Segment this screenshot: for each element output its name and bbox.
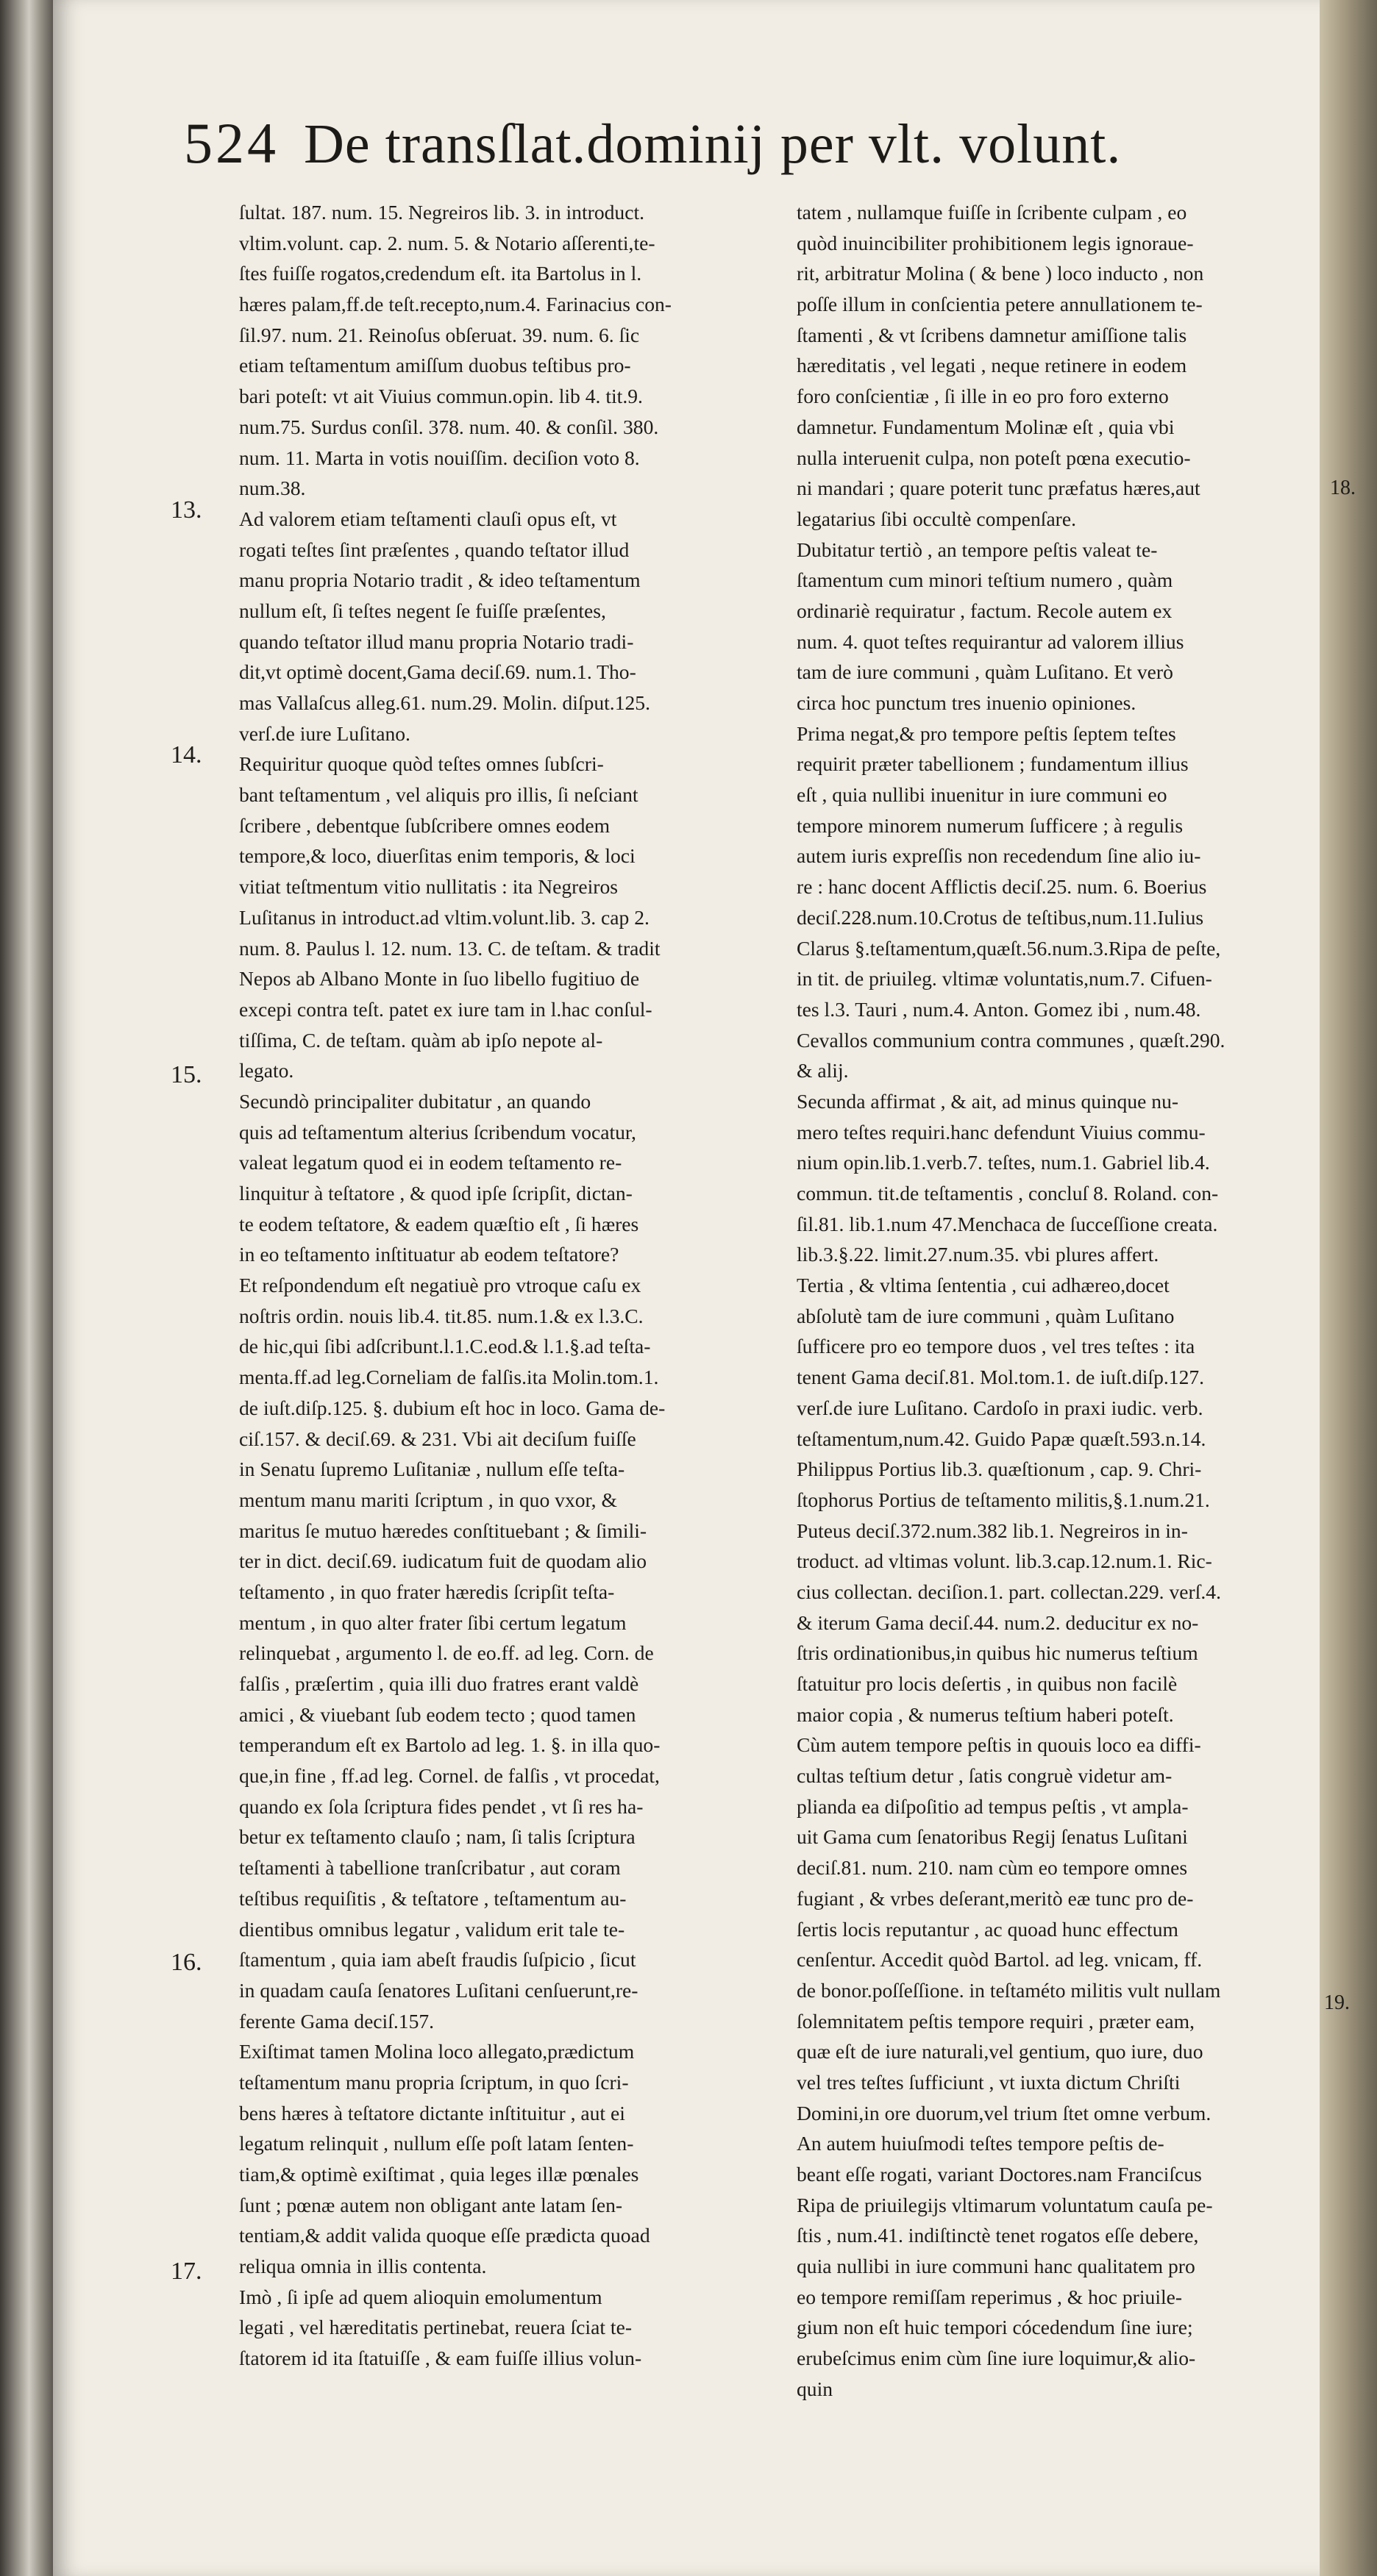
text-line: ferente Gama deciſ.157. <box>239 2009 435 2033</box>
text-line: Imò , ſi ipſe ad quem alioquin emolumentum <box>239 2285 602 2308</box>
text-line: tempore,& loco, diuerſitas enim temporis, & loci <box>239 844 636 868</box>
text-line: amici , & viuebant ſub eodem tecto ; quod tamen <box>239 1702 636 1726</box>
margin-number-19: 19. <box>1324 1991 1350 2014</box>
text-line: mentum manu mariti ſcriptum , in quo vxor, & <box>239 1488 617 1511</box>
margin-number-18: 18. <box>1330 477 1356 499</box>
text-line: betur ex teſtamento clauſo ; nam, ſi talis ſcriptura <box>239 1825 636 1849</box>
text-line: Domini,in ore duorum,vel trium ſtet omne verbum. <box>797 2101 1211 2124</box>
margin-number-17: 17. <box>171 2258 202 2285</box>
text-line: maritus ſe mutuo hæredes conſtituebant ; & ſimili- <box>239 1519 647 1542</box>
text-line: de bonor.poſſeſſione. in teſtaméto militis vult nullam <box>797 1978 1221 2002</box>
text-line: vltim.volunt. cap. 2. num. 5. & Notario aſſerenti,te- <box>239 231 655 254</box>
text-line: ciſ.157. & deciſ.69. & 231. Vbi ait deciſum fuiſſe <box>239 1427 636 1450</box>
text-line: requirit præter tabellionem ; fundamentum illius <box>797 752 1189 776</box>
text-line: quin <box>797 2377 833 2400</box>
text-line: deciſ.81. num. 210. nam cùm eo tempore omnes <box>797 1856 1188 1880</box>
text-line: reliqua omnia in illis contenta. <box>239 2255 487 2278</box>
text-line: plianda ea diſpoſitio ad tempus peſtis , vt ampla- <box>797 1794 1189 1818</box>
text-line: troduct. ad vltimas volunt. lib.3.cap.12.num.1. Ric- <box>797 1549 1212 1573</box>
text-line: Et reſpondendum eſt negatiuè pro vtroque caſu ex <box>239 1274 641 1297</box>
text-line: in tit. de priuileg. vltimæ voluntatis,num.7. Cifuen- <box>797 967 1212 991</box>
text-line: tiam,& optimè exiſtimat , quia leges illæ pœnales <box>239 2163 639 2186</box>
page-header <box>184 110 1287 191</box>
text-line: in quadam cauſa ſenatores Luſitani cenſuerunt,re- <box>239 1978 638 2002</box>
margin-number-15: 15. <box>171 1061 202 1088</box>
text-line: Exiſtimat tamen Molina loco allegato,prædictum <box>239 2040 635 2063</box>
margin-number-13: 13. <box>171 496 202 524</box>
text-line: ſufficere pro eo tempore duos , vel tres teſtes : ita <box>797 1335 1195 1358</box>
text-line: Requiritur quoque quòd teſtes omnes ſubſcri- <box>239 752 604 776</box>
text-line: ſil.97. num. 21. Reinoſus obſeruat. 39. num. 6. ſic <box>239 323 640 346</box>
margin-number-14: 14. <box>171 741 202 768</box>
text-line: num. 11. Marta in votis nouiſſim. deciſion voto 8. <box>239 446 640 469</box>
text-line: Ad valorem etiam teſtamenti clauſi opus eſt, vt <box>239 507 617 530</box>
text-line: ſtatuitur pro locis deſertis , in quibus non facilè <box>797 1672 1178 1695</box>
text-line: Secunda affirmat , & ait, ad minus quinque nu- <box>797 1089 1179 1113</box>
text-line: damnetur. Fundamentum Molinæ eſt , quia vbi <box>797 415 1175 438</box>
text-line: Luſitanus in introduct.ad vltim.volunt.lib. 3. cap 2. <box>239 905 650 929</box>
text-line: ſtophorus Portius de teſtamento militis,§.1.num.21. <box>797 1488 1210 1511</box>
text-line: cenſentur. Accedit quòd Bartol. ad leg. vnicam, ff. <box>797 1948 1203 1972</box>
text-line: ſcribere , debentque ſubſcribere omnes eodem <box>239 813 611 837</box>
text-line: quis ad teſtamentum alterius ſcribendum vocatur, <box>239 1120 636 1143</box>
text-line: dientibus omnibus legatur , validum erit tale te- <box>239 1917 625 1941</box>
text-line: linquitur à teſtatore , & quod ipſe ſcripſit, dictan- <box>239 1182 633 1205</box>
running-title: De transſlat.dominij per vlt. volunt. <box>304 113 1122 175</box>
text-line: te eodem teſtatore, & eadem quæſtio eſt , ſi hæres <box>239 1212 639 1235</box>
text-line: maior copia , & numerus teſtium haberi poteſt. <box>797 1702 1174 1726</box>
text-line: vitiat teſtmentum vitio nullitatis : ita Negreiros <box>239 875 618 899</box>
text-line: ſolemnitatem peſtis tempore requiri , præter eam, <box>797 2009 1195 2033</box>
text-line: de hic,qui ſibi adſcribunt.l.1.C.eod.& l.1.§.ad teſta- <box>239 1335 651 1358</box>
text-line: re : hanc docent Afflictis deciſ.25. num. 6. Boerius <box>797 875 1207 899</box>
text-line: erubeſcimus enim cùm ſine iure loquimur,& alio- <box>797 2347 1196 2370</box>
text-line: uit Gama cum ſenatoribus Regij ſenatus Luſitani <box>797 1825 1188 1849</box>
text-line: falſis , præſertim , quia illi duo fratres erant valdè <box>239 1672 639 1695</box>
text-line: etiam teſtamentum amiſſum duobus teſtibus pro- <box>239 354 631 377</box>
text-line: & alij. <box>797 1059 849 1082</box>
text-line: tenent Gama deciſ.81. Mol.tom.1. de iuſt.diſp.127. <box>797 1366 1205 1389</box>
text-line: Nepos ab Albano Monte in ſuo libello fugitiuo de <box>239 967 640 991</box>
text-line: Prima negat,& pro tempore peſtis ſeptem teſtes <box>797 721 1176 745</box>
text-line: manu propria Notario tradit , & ideo teſtamentum <box>239 568 641 592</box>
text-line: num.75. Surdus conſil. 378. num. 40. & conſil. 380. <box>239 415 659 438</box>
text-line: ſtamentum , quia iam abeſt fraudis ſuſpicio , ſicut <box>239 1948 636 1972</box>
text-line: vel tres teſtes ſufficiunt , vt iuxta dictum Chriſti <box>797 2070 1181 2094</box>
text-line: tam de iure communi , quàm Luſitano. Et verò <box>797 660 1173 684</box>
text-line: mas Vallaſcus alleg.61. num.29. Molin. diſput.125. <box>239 691 650 714</box>
right-text-column <box>797 197 1297 2405</box>
text-line: num. 4. quot teſtes requirantur ad valorem illius <box>797 629 1184 653</box>
text-line: ſtris ordinationibus,in quibus hic numerus teſtium <box>797 1641 1198 1665</box>
text-line: relinquebat , argumento l. de eo.ff. ad leg. Corn. de <box>239 1641 654 1665</box>
text-line: tatem , nullamque fuiſſe in ſcribente culpam , eo <box>797 201 1187 224</box>
text-line: quando teſtator illud manu propria Notario tradi- <box>239 629 634 653</box>
text-line: ni mandari ; quare poterit tunc præfatus hæres,aut <box>797 477 1200 500</box>
text-line: beant eſſe rogati, variant Doctores.nam Franciſcus <box>797 2163 1202 2186</box>
text-line: quia nullibi in iure communi hanc qualitatem pro <box>797 2255 1195 2278</box>
text-line: tes l.3. Tauri , num.4. Anton. Gomez ibi , num.48. <box>797 997 1201 1021</box>
text-line: poſſe illum in conſcientia petere annullationem te- <box>797 293 1203 316</box>
text-line: legatum relinquit , nullum eſſe poſt latam ſenten- <box>239 2132 634 2155</box>
text-line: nulla interuenit culpa, non poteſt pœna executio- <box>797 446 1191 469</box>
text-line: bant teſtamentum , vel aliquis pro illis, ſi neſciant <box>239 783 638 807</box>
text-line: ſtis , num.41. indiſtinctè tenet rogatos eſſe debere, <box>797 2224 1199 2247</box>
text-line: num. 8. Paulus l. 12. num. 13. C. de teſtam. & tradit <box>239 936 661 960</box>
text-line: rogati teſtes ſint præſentes , quando teſtator illud <box>239 538 630 561</box>
left-text-column <box>239 197 772 2374</box>
text-line: valeat legatum quod ei in eodem teſtamento re- <box>239 1151 622 1174</box>
text-line: ſtamenti , & vt ſcribens damnetur amiſſione talis <box>797 323 1187 346</box>
text-line: teſtamentum manu propria ſcriptum, in quo ſcri- <box>239 2070 629 2094</box>
text-line: foro conſcientiæ , ſi ille in eo pro foro externo <box>797 385 1169 408</box>
text-line: excepi contra teſt. patet ex iure tam in l.hac conſul- <box>239 997 652 1021</box>
text-line: teſtamentum,num.42. Guido Papæ quæſt.593.n.14. <box>797 1427 1206 1450</box>
text-line: ſultat. 187. num. 15. Negreiros lib. 3. in introduct. <box>239 201 645 224</box>
text-line: bens hæres à teſtatore dictante inſtituitur , aut ei <box>239 2101 625 2124</box>
text-line: rit, arbitratur Molina ( & bene ) loco inducto , non <box>797 262 1204 285</box>
text-line: & iterum Gama deciſ.44. num.2. deducitur ex no- <box>797 1610 1199 1634</box>
text-line: Clarus §.teſtamentum,quæſt.56.num.3.Ripa de peſte, <box>797 936 1221 960</box>
text-line: verſ.de iure Luſitano. <box>239 721 410 745</box>
text-line: ſertis locis reputantur , ac quoad hunc effectum <box>797 1917 1178 1941</box>
text-line: Cevallos communium contra communes , quæſt.290. <box>797 1028 1225 1052</box>
text-line: verſ.de iure Luſitano. Cardoſo in praxi iudic. verb. <box>797 1396 1203 1419</box>
text-line: Philippus Portius lib.3. quæſtionum , cap. 9. Chri- <box>797 1458 1202 1481</box>
text-line: cius collectan. deciſion.1. part. collectan.229. verſ.4. <box>797 1580 1221 1603</box>
text-line: quòd inuincibiliter prohibitionem legis ignoraue- <box>797 231 1194 254</box>
text-line: legatarius ſibi occultè compenſare. <box>797 507 1077 530</box>
text-line: ſtatorem id ita ſtatuiſſe , & eam fuiſſe illius volun- <box>239 2347 642 2370</box>
text-line: nullum eſt, ſi teſtes negent ſe fuiſſe præſentes, <box>239 599 606 622</box>
text-line: num.38. <box>239 477 306 500</box>
text-line: ſunt ; pœnæ autem non obligant ante latam ſen- <box>239 2193 623 2216</box>
text-line: ſtamentum cum minori teſtium numero , quàm <box>797 568 1173 592</box>
text-line: nium opin.lib.1.verb.7. teſtes, num.1. Gabriel lib.4. <box>797 1151 1210 1174</box>
text-line: lib.3.§.22. limit.27.num.35. vbi plures affert. <box>797 1243 1159 1266</box>
text-line: autem iuris expreſſis non recedendum ſine alio iu- <box>797 844 1201 868</box>
book-edge-left <box>0 0 53 2576</box>
text-line: dit,vt optimè docent,Gama deciſ.69. num.1. Tho- <box>239 660 636 684</box>
text-line: deciſ.228.num.10.Crotus de teſtibus,num.11.Iulius <box>797 905 1204 929</box>
text-line: temperandum eſt ex Bartolo ad leg. 1. §. in illa quo- <box>239 1733 661 1757</box>
text-line: de iuſt.diſp.125. §. dubium eſt hoc in loco. Gama de- <box>239 1396 666 1419</box>
text-line: bari poteſt: vt ait Viuius commun.opin. lib 4. tit.9. <box>239 385 643 408</box>
text-line: noſtris ordin. nouis lib.4. tit.85. num.1.& ex l.3.C. <box>239 1304 644 1327</box>
text-line: circa hoc punctum tres inuenio opiniones. <box>797 691 1136 714</box>
text-line: Ripa de priuilegijs vltimarum voluntatum cauſa pe- <box>797 2193 1213 2216</box>
page-number: 524 <box>184 111 279 175</box>
text-line: ſtes fuiſſe rogatos,credendum eſt. ita Bartolus in l. <box>239 262 642 285</box>
text-line: quando ex ſola ſcriptura fides pendet , vt ſi res ha- <box>239 1794 644 1818</box>
text-line: eſt , quia nullibi inuenitur in iure communi eo <box>797 783 1167 807</box>
margin-number-16: 16. <box>171 1949 202 1976</box>
book-edge-right <box>1320 0 1377 2576</box>
text-line: teſtibus requiſitis , & teſtatore , teſtamentum au- <box>239 1886 627 1910</box>
text-line: ordinariè requiratur , factum. Recole autem ex <box>797 599 1173 622</box>
text-line: in Senatu ſupremo Luſitaniæ , nullum eſſe teſta- <box>239 1458 625 1481</box>
text-line: hæreditatis , vel legati , neque retinere in eodem <box>797 354 1187 377</box>
text-line: commun. tit.de teſtamentis , concluſ 8. Roland. con- <box>797 1182 1219 1205</box>
text-line: Dubitatur tertiò , an tempore peſtis valeat te- <box>797 538 1158 561</box>
text-line: menta.ff.ad leg.Corneliam de falſis.ita Molin.tom.1. <box>239 1366 659 1389</box>
text-line: mero teſtes requiri.hanc defendunt Viuius commu- <box>797 1120 1206 1143</box>
text-line: eo tempore remiſſam reperimus , & hoc priuile- <box>797 2285 1183 2308</box>
text-line: teſtamento , in quo frater hæredis ſcripſit teſta- <box>239 1580 615 1603</box>
text-line: teſtamenti à tabellione tranſcribatur , aut coram <box>239 1856 621 1880</box>
text-line: Secundò principaliter dubitatur , an quando <box>239 1089 591 1113</box>
text-line: gium non eſt huic tempori cócedendum ſine iure; <box>797 2316 1193 2339</box>
text-line: hæres palam,ff.de teſt.recepto,num.4. Farinacius con- <box>239 293 672 316</box>
text-line: cultas teſtium detur , ſatis congruè videtur am- <box>797 1764 1173 1788</box>
text-line: ter in dict. deciſ.69. iudicatum fuit de quodam alio <box>239 1549 647 1573</box>
text-line: mentum , in quo alter frater ſibi certum legatum <box>239 1610 627 1634</box>
text-line: tentiam,& addit valida quoque eſſe prædicta quoad <box>239 2224 650 2247</box>
text-line: Tertia , & vltima ſententia , cui adhæreo,docet <box>797 1274 1170 1297</box>
text-line: tiſſima, C. de teſtam. quàm ab ipſo nepote al- <box>239 1028 603 1052</box>
text-line: legati , vel hæreditatis pertinebat, reuera ſciat te- <box>239 2316 633 2339</box>
text-line: An autem huiuſmodi teſtes tempore peſtis de- <box>797 2132 1164 2155</box>
text-line: fugiant , & vrbes deſerant,meritò eæ tunc pro de- <box>797 1886 1194 1910</box>
text-line: legato. <box>239 1059 294 1082</box>
text-line: in eo teſtamento inſtituatur ab eodem teſtatore? <box>239 1243 619 1266</box>
text-line: Puteus deciſ.372.num.382 lib.1. Negreiros in in- <box>797 1519 1188 1542</box>
text-line: Cùm autem tempore peſtis in quouis loco ea diffi- <box>797 1733 1201 1757</box>
text-line: que,in fine , ff.ad leg. Cornel. de falſis , vt procedat, <box>239 1764 660 1788</box>
text-line: ſil.81. lib.1.num 47.Menchaca de ſucceſſione creata. <box>797 1212 1218 1235</box>
text-line: quæ eſt de iure naturali,vel gentium, quo iure, duo <box>797 2040 1203 2063</box>
text-line: tempore minorem numerum ſufficere ; à regulis <box>797 813 1184 837</box>
text-line: abſolutè tam de iure communi , quàm Luſitano <box>797 1304 1175 1327</box>
